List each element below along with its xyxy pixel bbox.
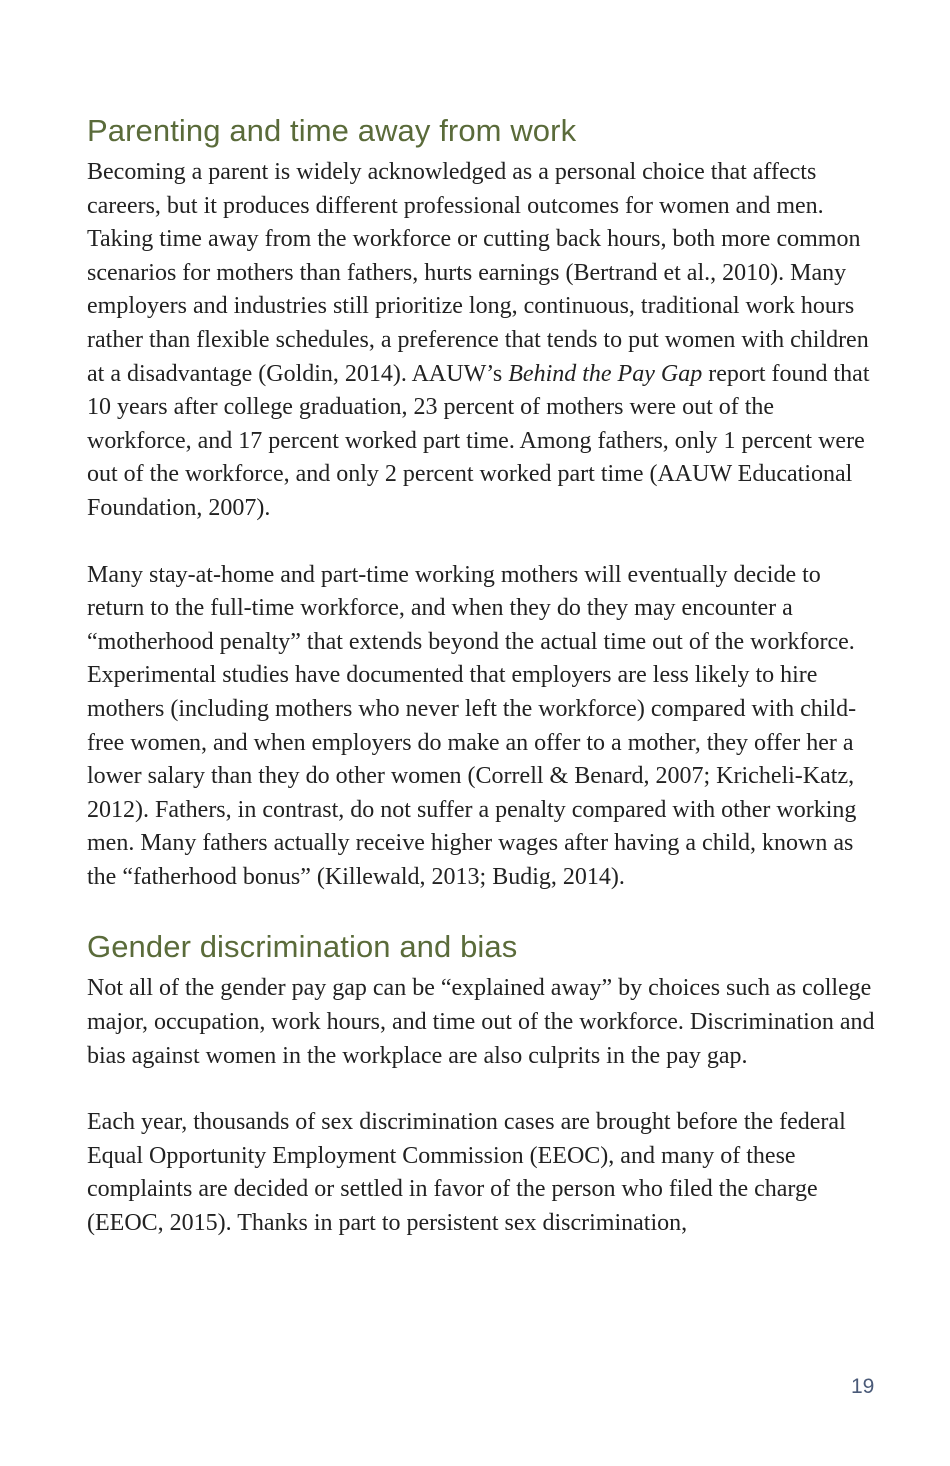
paragraph-discrimination-1: Not all of the gender pay gap can be “explained away” by choices such as college major, occupation, work hours, and time out of the workforce. Discrimination and bias against women in the workplace are also culprits in the pay gap. [87,975,875,1069]
page-content [87,110,877,1241]
section-heading-parenting: Parenting and time away from work [87,113,577,148]
paragraph-text: Becoming a parent is widely acknowledged as a personal choice that affects careers, but it produces different professional outcomes for women and men. Taking time away from the workforce or cutting back hours, both more common scenarios for mothers than fathers, hurts earnings (Bertrand et al., 2010). Many employers and industries still prioritize long, continuous, traditional work hours rather than flexible schedules, a preference that tends to put women with children at a disadvantage (Goldin, 2014). AAUW’s [87,159,869,387]
paragraph-text: report found that 10 years after college graduation, 23 percent of mothers were out of the workforce, and 17 percent worked part time. Among fathers, only 1 percent were out of the workforce, and only 2 percent worked part time (AAUW Educational Foundation, 2007). [87,360,870,521]
paragraph-discrimination-2: Each year, thousands of sex discrimination cases are brought before the federal Equal Opportunity Employment Commission (EEOC), and many of these complaints are decided or settled in favor of the person who filed the charge (EEOC, 2015). Thanks in part to persistent sex discrimination, [87,1109,846,1237]
report-title: Behind the Pay Gap [508,360,703,387]
section-heading-discrimination: Gender discrimination and bias [87,929,518,965]
paragraph-parenting-1 [87,156,877,526]
paragraph-parenting-2: Many stay-at-home and part-time working mothers will eventually decide to return to the full-time workforce, and when they do they may encounter a “motherhood penalty” that extends beyond the actual time out of the workforce. Experimental studies have documented that employers are less likely to hire mothers (including mothers who never left the workforce) compared with child-free women, and when employers do make an offer to a mother, they offer her a lower salary than they do other women (Correll & Benard, 2007; Kricheli-Katz, 2012). Fathers, in contrast, do not suffer a penalty compared with other working men. Many fathers actually receive higher wages after having a child, known as the “fatherhood bonus” (Killewald, 2013; Budig, 2014). [87,561,857,890]
page-number: 19 [851,1375,875,1398]
